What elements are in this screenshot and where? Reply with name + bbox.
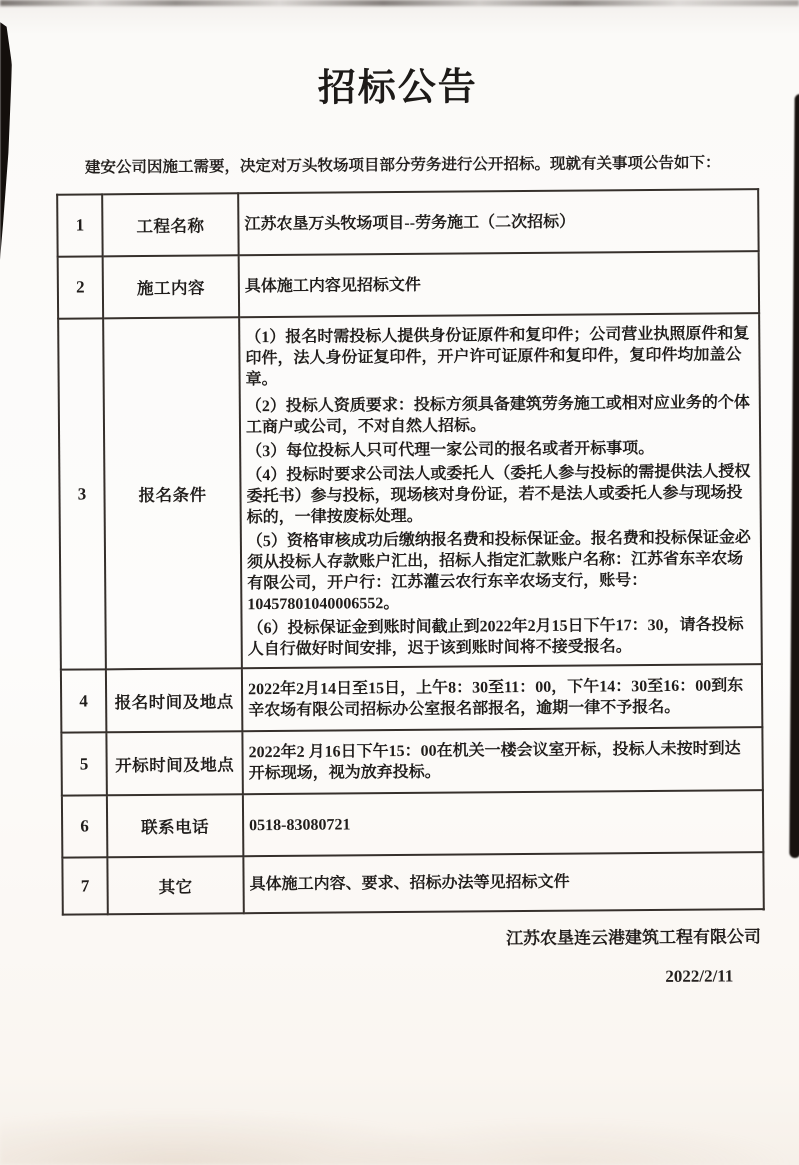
row-number: 6 [62, 796, 107, 858]
row-content: 具体施工内容见招标文件 [239, 252, 759, 318]
row-number: 7 [62, 858, 107, 915]
row-label: 工程名称 [102, 194, 238, 257]
row-label: 开标时间及地点 [106, 732, 242, 796]
row-content: 具体施工内容、要求、招标办法等见招标文件 [243, 853, 763, 914]
row-content: 2022年2月14日至15日，上午8：30至11：00，下午14：30至16：00到东辛农场有限公司招标办公室报名部报名，逾期一律不予报名。 [242, 665, 762, 732]
row-content: 江苏农垦万头牧场项目--劳务施工（二次招标） [238, 190, 758, 256]
row-number: 5 [61, 733, 106, 796]
table-row [62, 853, 763, 916]
table-row [58, 314, 762, 670]
issue-date: 2022/2/11 [665, 966, 734, 987]
condition-item: （4）投标时要求公司法人或委托人（委托人参与投标的需提供法人授权委托书）参与投标，现场核对身份证，若不是法人或委托人参与现场投标的，一律按废标处理。 [246, 463, 751, 527]
row-content: 0518-83080721 [243, 791, 763, 857]
table-row [58, 252, 759, 320]
intro-paragraph: 建安公司因施工需要，决定对万头牧场项目部分劳务进行公开招标。现就有关事项公告如下： [84, 154, 721, 177]
row-label: 施工内容 [103, 256, 239, 319]
document-title: 招标公告 [317, 66, 478, 110]
scan-bottom-smudge [0, 1085, 799, 1165]
row-label: 其它 [107, 857, 243, 915]
issuer-company-name: 江苏农垦连云港建筑工程有限公司 [505, 927, 762, 949]
row-number: 1 [57, 195, 102, 257]
row-content: 2022年2 月16日下午15：00在机关一楼会议室开标，投标人未按时到达开标现场，视为放弃投标。 [242, 728, 762, 795]
row-label: 报名条件 [103, 318, 242, 670]
table-row [57, 190, 758, 258]
row-label: 联系电话 [107, 795, 243, 858]
condition-item: （5）资格审核成功后缴纳报名费和投标保证金。报名费和投标保证金必须从投标人存款账户汇出，招标人指定汇款账户名称：江苏省东辛农场有限公司，开户行：江苏灌云农行东辛农场支行，账号：10457801040006552。 [246, 529, 751, 614]
table-row [61, 665, 762, 734]
condition-item: （6）投标保证金到账时间截止到2022年2月15日下午17：30，请各投标人自行做好时间安排，迟于该到账时间将不接受报名。 [247, 616, 744, 659]
document-footer [62, 923, 763, 993]
table-row [61, 728, 762, 797]
condition-item: （2）投标人资质要求：投标方须具备建筑劳务施工或相对应业务的个体工商户或公司，不对自然人招标。 [245, 394, 750, 437]
announcement-table [56, 189, 765, 916]
condition-item: （1）报名时需投标人提供身份证原件和复印件；公司营业执照原件和复印件，法人身份证复印件，开户许可证原件和复印件，复印件均加盖公章。 [245, 325, 750, 389]
row-content [239, 314, 762, 669]
row-number: 3 [58, 319, 106, 670]
row-number: 2 [58, 257, 103, 319]
table-row [62, 791, 763, 859]
condition-item: （3）每位投标人只可代理一家公司的报名或者开标事项。 [246, 440, 655, 461]
row-number: 4 [61, 670, 106, 733]
row-label: 报名时间及地点 [106, 669, 242, 733]
